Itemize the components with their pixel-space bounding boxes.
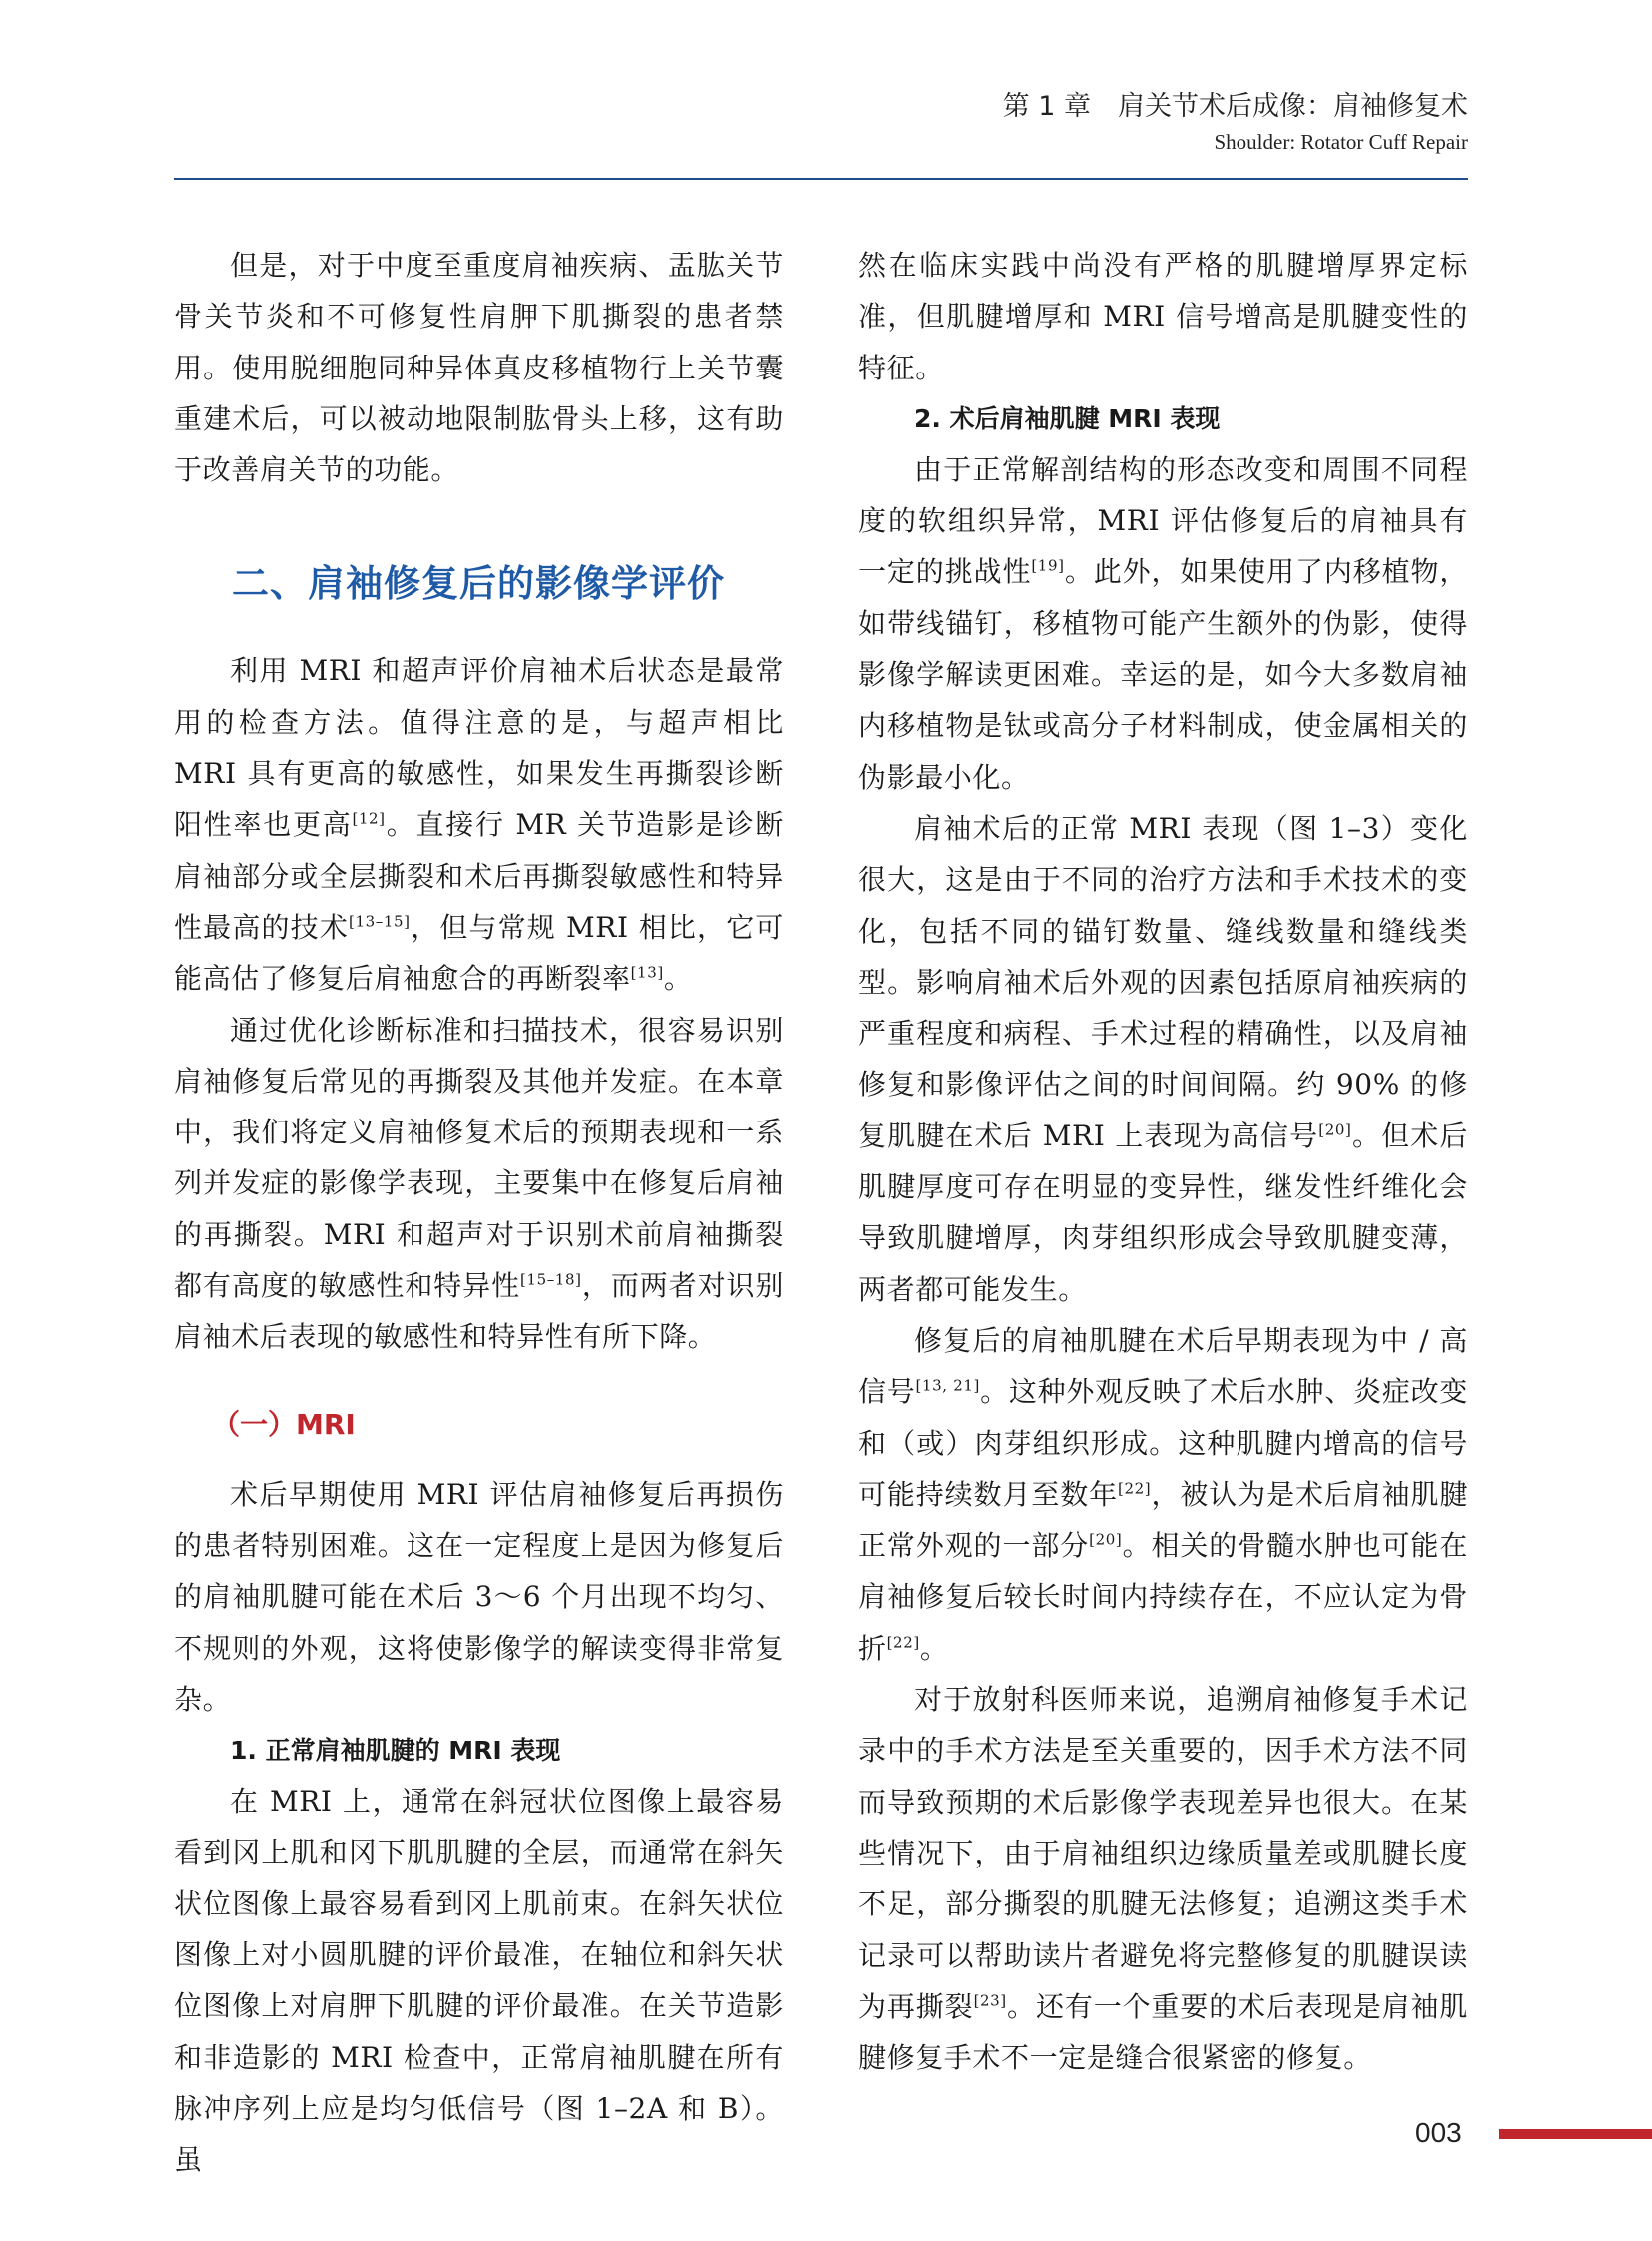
paragraph — [858, 444, 1468, 803]
text-run: 利用 MRI 和超声评价肩袖术后状态是最常用的检查方法。值得注意的是，与超声相比 MRI 具有更高的敏感性，如果发生再撕裂诊断阳性率也更高 — [174, 654, 784, 842]
subsection-heading: （一）MRI — [212, 1407, 356, 1441]
text-run: 。相关的骨髓水肿也可能在肩袖修复后较长时间内持续存在，不应认定为骨折 — [858, 1529, 1468, 1665]
text-run: 。还有一个重要的术后表现是肩袖肌腱修复手术不一定是缝合很紧密的修复。 — [858, 1989, 1468, 2075]
citation: [22] — [886, 1633, 920, 1652]
text-run: 肩袖术后的正常 MRI 表现（图 1–3）变化很大，这是由于不同的治疗方法和手术技术的变化，包括不同的锚钉数量、缝线数量和缝线类型。影响肩袖术后外观的因素包括原肩袖疾病的严重程度和病程、手术过程的精确性，以及肩袖修复和影像评估之间的时间间隔。约 90% 的修复肌腱在术后 MRI 上表现为高信号 — [858, 811, 1468, 1152]
citation: [23] — [973, 1991, 1007, 2010]
chapter-title-english: Shoulder: Rotator Cuff Repair — [1214, 130, 1468, 154]
citation: [12] — [352, 809, 386, 828]
paragraph: 但是，对于中度至重度肩袖疾病、盂肱关节骨关节炎和不可修复性肩胛下肌撕裂的患者禁用。使用脱细胞同种异体真皮移植物行上关节囊重建术后，可以被动地限制肱骨头上移，这有助于改善肩关节的功能。 — [174, 249, 784, 487]
text-run: 由于正常解剖结构的形态改变和周围不同程度的软组织异常，MRI 评估修复后的肩袖具有一定的挑战性 — [858, 452, 1468, 589]
text-run: ，被认为是术后肩袖肌腱正常外观的一部分 — [858, 1477, 1468, 1563]
text-run: 。此外，如果使用了内移植物，如带线锚钉，移植物可能产生额外的伪影，使得影像学解读更困难。幸运的是，如今大多数肩袖内移植物是钛或高分子材料制成，使金属相关的伪影最小化。 — [858, 555, 1468, 794]
citation: [20] — [1318, 1120, 1352, 1139]
citation: [22] — [1118, 1479, 1152, 1498]
paragraph — [858, 1674, 1468, 2083]
paragraph: 在 MRI 上，通常在斜冠状位图像上最容易看到冈上肌和冈下肌肌腱的全层，而通常在斜矢状位图像上最容易看到冈上肌前束。在斜矢状位图像上对小圆肌腱的评价最准，在轴位和斜矢状位图像上对肩胛下肌腱的评价最准。在关节造影和非造影的 MRI 检查中，正常肩袖肌腱在所有脉冲序列上应是均匀低信号（图 1–2A 和 B）。虽 — [174, 1785, 784, 2177]
chapter-title: 第 1 章 肩关节术后成像：肩袖修复术 — [1002, 91, 1468, 122]
numbered-heading: 1. 正常肩袖肌腱的 MRI 表现 — [230, 1736, 561, 1766]
citation: [20] — [1089, 1530, 1123, 1549]
text-run: ，而两者对识别肩袖术后表现的敏感性和特异性有所下降。 — [174, 1269, 785, 1354]
text-run: 对于放射科医师来说，追溯肩袖修复手术记录中的手术方法是至关重要的，因手术方法不同而导致预期的术后影像学表现差异也很大。在某些情况下，由于肩袖组织边缘质量差或肌腱长度不足，部分撕裂的肌腱无法修复；追溯这类手术记录可以帮助读片者避免将完整修复的肌腱误读为再撕裂 — [858, 1683, 1468, 2023]
citation: [19] — [1031, 556, 1065, 575]
right-column — [858, 240, 1468, 2083]
paragraph: 然在临床实践中尚没有严格的肌腱增厚界定标准，但肌腱增厚和 MRI 信号增高是肌腱变性的特征。 — [858, 249, 1468, 384]
text-run: ，但与常规 MRI 相比，它可能高估了修复后肩袖愈合的再断裂率 — [174, 910, 784, 996]
text-run: 修复后的肩袖肌腱在术后早期表现为中 / 高信号 — [858, 1323, 1468, 1409]
page-accent-bar — [1499, 2129, 1652, 2139]
header-rule — [174, 178, 1468, 180]
running-header — [1003, 88, 1468, 158]
paragraph — [858, 1315, 1468, 1674]
text-run: 。直接行 MR 关节造影是诊断肩袖部分或全层撕裂和术后再撕裂敏感性和特异性最高的技术 — [174, 808, 784, 944]
section-heading: 二、肩袖修复后的影像学评价 — [232, 562, 725, 606]
citation: [13] — [630, 963, 664, 982]
paragraph — [858, 803, 1468, 1315]
text-run: 。 — [663, 962, 693, 996]
text-run: 。这种外观反映了术后水肿、炎症改变和（或）肉芽组织形成。这种肌腱内增高的信号可能持续数月至数年 — [858, 1375, 1469, 1511]
numbered-heading: 2. 术后肩袖肌腱 MRI 表现 — [914, 403, 1221, 433]
text-run: 。 — [919, 1631, 949, 1665]
text-run: 通过优化诊断标准和扫描技术，很容易识别肩袖修复后常见的再撕裂及其他并发症。在本章中，我们将定义肩袖修复术后的预期表现和一系列并发症的影像学表现，主要集中在修复后肩袖的再撕裂。MRI 和超声对于识别术前肩袖撕裂都有高度的敏感性和特异性 — [174, 1013, 784, 1303]
text-run: 。但术后肌腱厚度可存在明显的变异性，继发性纤维化会导致肌腱增厚，肉芽组织形成会导致肌腱变薄，两者都可能发生。 — [858, 1119, 1468, 1306]
left-column — [174, 240, 784, 2186]
citation: [15–18] — [520, 1270, 582, 1289]
citation: [13–15] — [349, 912, 411, 931]
citation: [13, 21] — [915, 1376, 980, 1395]
page-number: 003 — [1415, 2117, 1462, 2148]
paragraph: 术后早期使用 MRI 评估肩袖修复后再损伤的患者特别困难。这在一定程度上是因为修复后的肩袖肌腱可能在术后 3～6 个月出现不均匀、不规则的外观，这将使影像学的解读变得非常复杂。 — [174, 1477, 784, 1716]
paragraph — [174, 1005, 784, 1363]
paragraph — [174, 645, 784, 1004]
